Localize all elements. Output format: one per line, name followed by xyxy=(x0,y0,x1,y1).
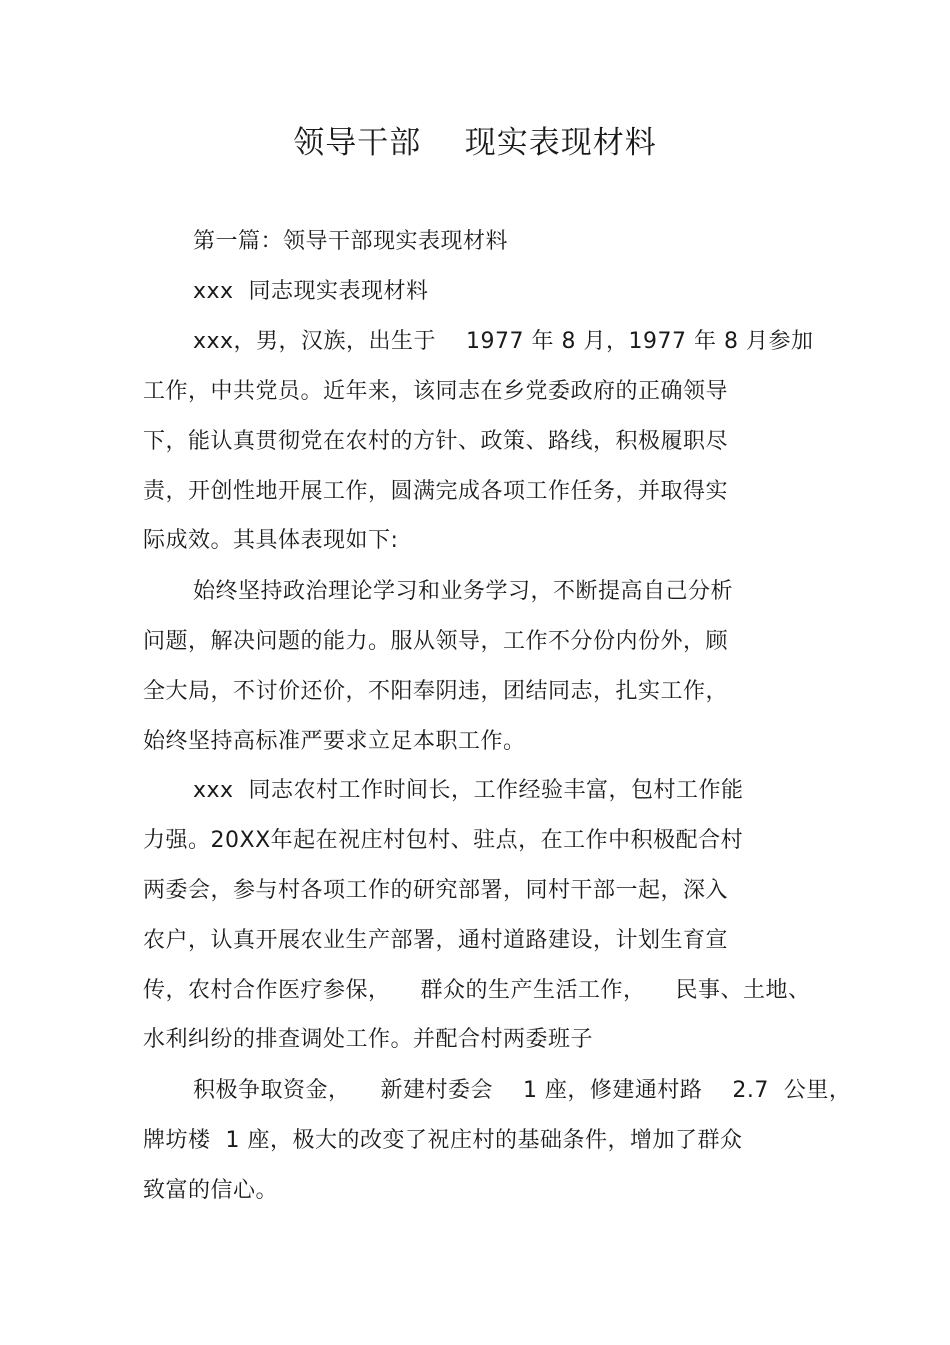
paragraph-line: 责，开创性地开展工作，圆满完成各项工作任务，并取得实 xyxy=(143,479,729,504)
document-title: 领导干部 现实表现材料 xyxy=(293,125,657,161)
paragraph-line: 力强。20XX年起在祝庄村包村、驻点，在工作中积极配合村 xyxy=(143,828,744,853)
paragraph-line: xxx 同志农村工作时间长，工作经验丰富，包村工作能 xyxy=(193,778,744,803)
paragraph-line: 问题，解决问题的能力。服从领导，工作不分份内份外，顾 xyxy=(143,629,729,654)
paragraph-line: 下，能认真贯彻党在农村的方针、政策、路线，积极履职尽 xyxy=(143,429,729,454)
paragraph-line: 积极争取资金， 新建村委会 1 座，修建通村路 2.7 公里， xyxy=(193,1078,852,1103)
paragraph-line: 始终坚持政治理论学习和业务学习，不断提高自己分析 xyxy=(193,579,734,604)
paragraph-line: 始终坚持高标准严要求立足本职工作。 xyxy=(143,729,526,754)
paragraph-line: 农户，认真开展农业生产部署，通村道路建设，计划生育宣 xyxy=(143,928,729,953)
paragraph-line: 传，农村合作医疗参保， 群众的生产生活工作， 民事、土地、 xyxy=(143,978,811,1003)
paragraph-line: 两委会，参与村各项工作的研究部署，同村干部一起，深入 xyxy=(143,878,729,903)
paragraph-line: xxx，男，汉族，出生于 1977 年 8 月，1977 年 8 月参加 xyxy=(193,329,814,354)
paragraph-line: 工作，中共党员。近年来，该同志在乡党委政府的正确领导 xyxy=(143,379,729,404)
section-heading: 第一篇：领导干部现实表现材料 xyxy=(193,229,509,254)
paragraph-line: 牌坊楼 1 座，极大的改变了祝庄村的基础条件，增加了群众 xyxy=(143,1128,743,1153)
paragraph-line: 致富的信心。 xyxy=(143,1178,279,1203)
paragraph-line: 全大局，不讨价还价，不阳奉阴违，团结同志，扎实工作， xyxy=(143,679,729,704)
subheading: xxx 同志现实表现材料 xyxy=(193,279,429,304)
paragraph-line: 际成效。其具体表现如下: xyxy=(143,528,399,553)
paragraph-line: 水利纠纷的排查调处工作。并配合村两委班子 xyxy=(143,1027,594,1052)
